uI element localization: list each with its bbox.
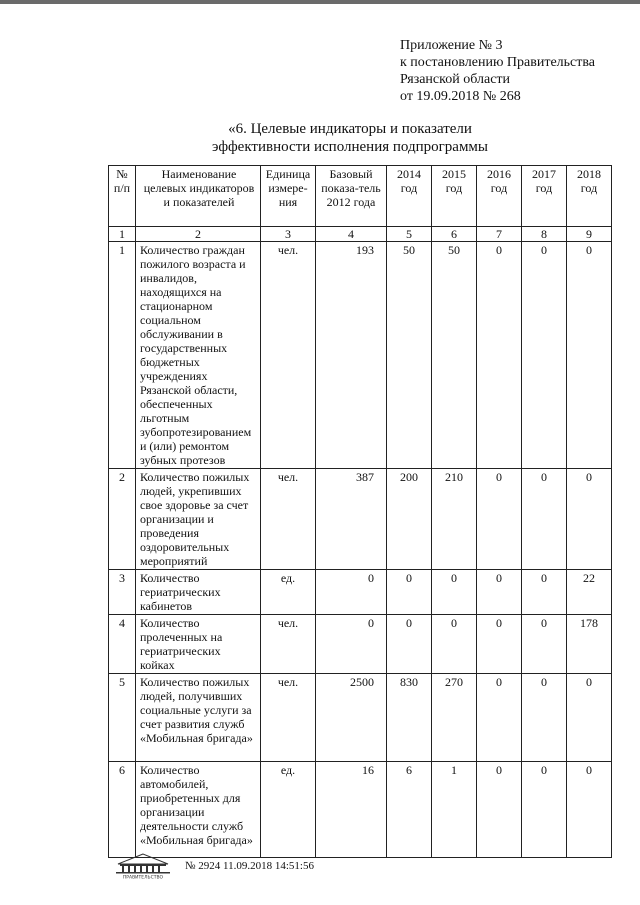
table-row: [109, 674, 612, 762]
value-2016: 0: [477, 242, 522, 469]
value-2016: 0: [477, 615, 522, 674]
value-2016: 0: [477, 469, 522, 570]
indicator-name: Количество автомобилей, приобретенных для организации деятельности служб «Мобильная бригада»: [136, 762, 261, 858]
indicator-name: Количество граждан пожилого возраста и инвалидов, находящихся на стационарном социальном обслуживании в государственных бюджетных учреждениях Рязанской области, обеспеченных льготным зубопротезированием и (или) ремонтом зубных протезов: [136, 242, 261, 469]
col-header-2018: 2018 год: [567, 166, 612, 227]
section-title-line1: «6. Целевые индикаторы и показатели: [228, 121, 472, 137]
col-number-9: 9: [567, 227, 612, 242]
col-header-2015: 2015 год: [432, 166, 477, 227]
col-number-6: 6: [432, 227, 477, 242]
base-value: 16: [316, 762, 387, 858]
col-number-3: 3: [261, 227, 316, 242]
value-2014: 0: [387, 615, 432, 674]
value-2015: 210: [432, 469, 477, 570]
table-header-row: [109, 166, 612, 227]
table-row: [109, 615, 612, 674]
government-building-emblem: [110, 852, 176, 880]
registration-footer: [110, 846, 410, 886]
value-2015: 0: [432, 615, 477, 674]
emblem-caption: ПРАВИТЕЛЬСТВО: [122, 875, 164, 880]
value-2015: 1: [432, 762, 477, 858]
indicator-name: Количество гериатрических кабинетов: [136, 570, 261, 615]
base-value: 2500: [316, 674, 387, 762]
col-header-unit: Единица измере-ния: [261, 166, 316, 227]
value-2018: 178: [567, 615, 612, 674]
value-2016: 0: [477, 762, 522, 858]
appendix-ref: к постановлению Правительства: [400, 55, 596, 70]
value-2015: 50: [432, 242, 477, 469]
base-value: 0: [316, 615, 387, 674]
indicator-name: Количество пожилых людей, получивших социальные услуги за счет развития служб «Мобильная бригада»: [136, 674, 261, 762]
value-2014: 830: [387, 674, 432, 762]
col-number-5: 5: [387, 227, 432, 242]
value-2018: 0: [567, 674, 612, 762]
value-2017: 0: [522, 242, 567, 469]
value-2017: 0: [522, 674, 567, 762]
value-2014: 50: [387, 242, 432, 469]
indicator-name: Количество пролеченных на гериатрических койках: [136, 615, 261, 674]
row-number: 6: [109, 762, 136, 858]
col-number-1: 1: [109, 227, 136, 242]
value-2015: 270: [432, 674, 477, 762]
value-2014: 6: [387, 762, 432, 858]
unit: ед.: [261, 570, 316, 615]
base-value: 0: [316, 570, 387, 615]
unit: чел.: [261, 615, 316, 674]
section-title: [190, 120, 510, 156]
col-number-2: 2: [136, 227, 261, 242]
scan-top-border: [0, 0, 640, 4]
value-2016: 0: [477, 674, 522, 762]
unit: чел.: [261, 674, 316, 762]
unit: ед.: [261, 762, 316, 858]
value-2018: 0: [567, 242, 612, 469]
section-title-line2: эффективности исполнения подпрограммы: [211, 139, 489, 155]
col-header-name: Наименование целевых индикаторов и показателей: [136, 166, 261, 227]
value-2018: 0: [567, 469, 612, 570]
column-number-row: [109, 227, 612, 242]
value-2017: 0: [522, 762, 567, 858]
unit: чел.: [261, 242, 316, 469]
appendix-region: Рязанской области: [400, 72, 511, 87]
col-header-number: № п/п: [109, 166, 136, 227]
indicators-table: [108, 165, 612, 858]
appendix-number: Приложение № 3: [400, 38, 503, 53]
col-header-2014: 2014 год: [387, 166, 432, 227]
value-2017: 0: [522, 469, 567, 570]
row-number: 5: [109, 674, 136, 762]
row-number: 1: [109, 242, 136, 469]
value-2015: 0: [432, 570, 477, 615]
value-2018: 0: [567, 762, 612, 858]
value-2018: 22: [567, 570, 612, 615]
indicator-name: Количество пожилых людей, укрепивших свое здоровье за счет организации и проведения оздоровительных мероприятий: [136, 469, 261, 570]
col-number-8: 8: [522, 227, 567, 242]
row-number: 4: [109, 615, 136, 674]
row-number: 2: [109, 469, 136, 570]
table-row: [109, 469, 612, 570]
row-number: 3: [109, 570, 136, 615]
value-2014: 0: [387, 570, 432, 615]
col-number-4: 4: [316, 227, 387, 242]
value-2017: 0: [522, 570, 567, 615]
base-value: 193: [316, 242, 387, 469]
appendix-date: от 19.09.2018 № 268: [400, 89, 521, 104]
col-header-2017: 2017 год: [522, 166, 567, 227]
value-2017: 0: [522, 615, 567, 674]
base-value: 387: [316, 469, 387, 570]
registration-stamp: № 2924 11.09.2018 14:51:56: [185, 860, 314, 872]
col-number-7: 7: [477, 227, 522, 242]
table-row: [109, 242, 612, 469]
value-2016: 0: [477, 570, 522, 615]
unit: чел.: [261, 469, 316, 570]
value-2014: 200: [387, 469, 432, 570]
col-header-base: Базовый показа-тель 2012 года: [316, 166, 387, 227]
table-row: [109, 762, 612, 858]
col-header-2016: 2016 год: [477, 166, 522, 227]
table-row: [109, 570, 612, 615]
appendix-header: [400, 37, 595, 105]
